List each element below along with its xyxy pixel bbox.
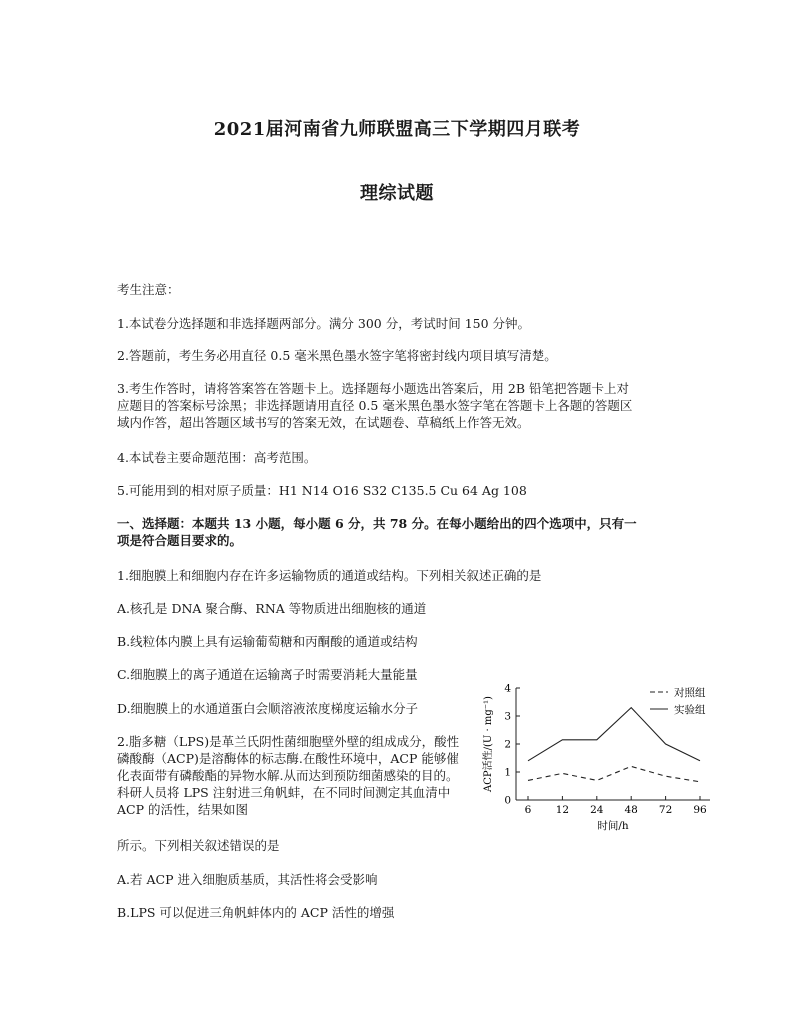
section-heading: 一、选择题：本题共 13 小题，每小题 6 分，共 78 分。在每小题给出的四个选项中，只有一项是符合题目要求的。	[117, 516, 637, 548]
q2-stem-tail: 所示。下列相关叙述错误的是	[117, 838, 280, 853]
q1-option-b: B.线粒体内膜上具有运输葡萄糖和丙酮酸的通道或结构	[117, 634, 418, 649]
y-axis-label: ACP活性/(U · mg⁻¹)	[483, 696, 494, 792]
notice-heading: 考生注意：	[117, 282, 180, 297]
q1-option-a: A.核孔是 DNA 聚合酶、RNA 等物质进出细胞核的通道	[117, 601, 427, 616]
x-tick-label: 96	[693, 804, 707, 816]
legend-label: 实验组	[674, 704, 706, 716]
q1-option-c: C.细胞膜上的离子通道在运输离子时需要消耗大量能量	[117, 667, 418, 682]
y-tick-label: 2	[504, 738, 511, 751]
x-tick-label: 6	[524, 804, 532, 816]
y-tick-label: 3	[504, 710, 511, 723]
q2-option-a: A.若 ACP 进入细胞质基质，其活性将会受影响	[117, 872, 378, 887]
notice-item-5: 5.可能用到的相对原子质量：H1 N14 O16 S32 C135.5 Cu 64 Ag 108	[117, 483, 527, 498]
legend-label: 对照组	[674, 687, 706, 699]
x-tick-label: 72	[658, 804, 673, 816]
notice-item-3: 3.考生作答时，请将答案答在答题卡上。选择题每小题选出答案后，用 2B 铅笔把答题卡上对应题目的答案标号涂黑；非选择题请用直径 0.5 毫米黑色墨水签字笔在答题卡上各题的答题区域内作答，超出答题区域书写的答案无效，在试题卷、草稿纸上作答无效。	[117, 381, 633, 430]
x-tick-label: 48	[624, 804, 638, 816]
q2-option-b: B.LPS 可以促进三角帆蚌体内的 ACP 活性的增强	[117, 905, 395, 920]
series-line-control	[528, 766, 700, 781]
chart-svg	[478, 678, 718, 836]
q1-option-d: D.细胞膜上的水通道蛋白会顺溶液浓度梯度运输水分子	[117, 701, 419, 716]
x-axis-label: 时间/h	[597, 820, 629, 832]
notice-item-4: 4.本试卷主要命题范围：高考范围。	[117, 450, 317, 465]
page-subtitle: 理综试题	[360, 183, 434, 204]
y-tick-label: 4	[504, 682, 511, 695]
notice-item-2: 2.答题前，考生务必用直径 0.5 毫米黑色墨水签字笔将密封线内项目填写清楚。	[117, 348, 557, 363]
y-tick-label: 1	[504, 766, 511, 779]
q1-stem: 1.细胞膜上和细胞内存在许多运输物质的通道或结构。下列相关叙述正确的是	[117, 568, 542, 583]
notice-item-1: 1.本试卷分选择题和非选择题两部分。满分 300 分，考试时间 150 分钟。	[117, 316, 531, 331]
q2-stem: 2.脂多糖（LPS)是革兰氏阴性菌细胞壁外壁的组成成分，酸性磷酸酶（ACP)是溶酶体的标志酶.在酸性环境中，ACP 能够催化表面带有磷酸酯的异物水解.从而达到预防细菌感染的目的。科研人员将 LPS 注射进三角帆蚌，在不同时间测定其血清中 ACP 的活性，结果如图	[117, 734, 460, 817]
acp-activity-chart	[478, 678, 718, 836]
x-tick-label: 12	[555, 804, 570, 816]
y-tick-label: 0	[504, 794, 511, 807]
x-tick-label: 24	[590, 804, 604, 816]
page-title: 2021届河南省九师联盟高三下学期四月联考	[213, 119, 581, 140]
